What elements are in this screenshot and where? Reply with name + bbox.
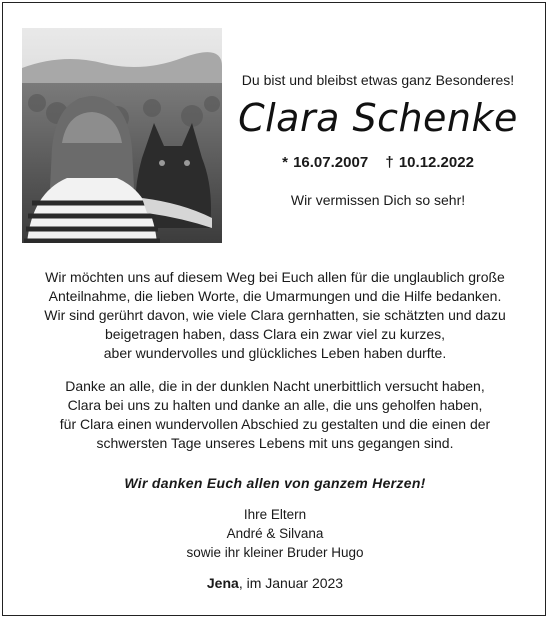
death-date: † 10.12.2022 (385, 154, 474, 171)
thanks-line: Wir danken Euch allen von ganzem Herzen! (124, 475, 426, 491)
paragraph-line: Danke an alle, die in der dunklen Nacht unerbittlich versucht haben, (65, 378, 485, 394)
paragraph-line: Clara bei uns zu halten und danke an alle, die uns geholfen haben, (67, 397, 483, 413)
paragraph-line: schwersten Tage unseres Lebens mit uns gegangen sind. (96, 435, 454, 451)
life-dates (228, 154, 528, 171)
signature-line: sowie ihr kleiner Bruder Hugo (186, 545, 364, 560)
gratitude-paragraph-1 (20, 268, 530, 363)
memorial-photo (22, 28, 222, 243)
paragraph-line: Anteilnahme, die lieben Worte, die Umarmungen und die Hilfe bedanken. (48, 288, 502, 304)
paragraph-line: beigetragen haben, dass Clara ein zwar viel zu kurzes, (104, 326, 446, 342)
motto-text: Du bist und bleibst etwas ganz Besonderes! (241, 72, 515, 88)
signature-block (20, 505, 530, 562)
paragraph-line: Wir sind gerührt davon, wie viele Clara gernhatten, sie schätzten und dazu (44, 307, 506, 323)
gratitude-paragraph-2 (20, 377, 530, 453)
paragraph-line: Wir möchten uns auf diesem Weg bei Euch allen für die unglaublich große (45, 269, 505, 285)
place-city: Jena (206, 575, 239, 591)
deceased-name: Clara Schenke (238, 96, 518, 140)
place-date-line (20, 575, 530, 591)
paragraph-line: für Clara einen wundervollen Abschied zu gestalten und die einen der (59, 416, 491, 432)
birth-date: * 16.07.2007 (282, 154, 369, 171)
signature-line: André & Silvana (226, 526, 324, 541)
place-date: , im Januar 2023 (238, 575, 344, 591)
signature-line: Ihre Eltern (243, 507, 307, 522)
paragraph-line: aber wundervolles und glückliches Leben haben durfte. (103, 345, 447, 361)
miss-line: Wir vermissen Dich so sehr! (290, 192, 466, 208)
